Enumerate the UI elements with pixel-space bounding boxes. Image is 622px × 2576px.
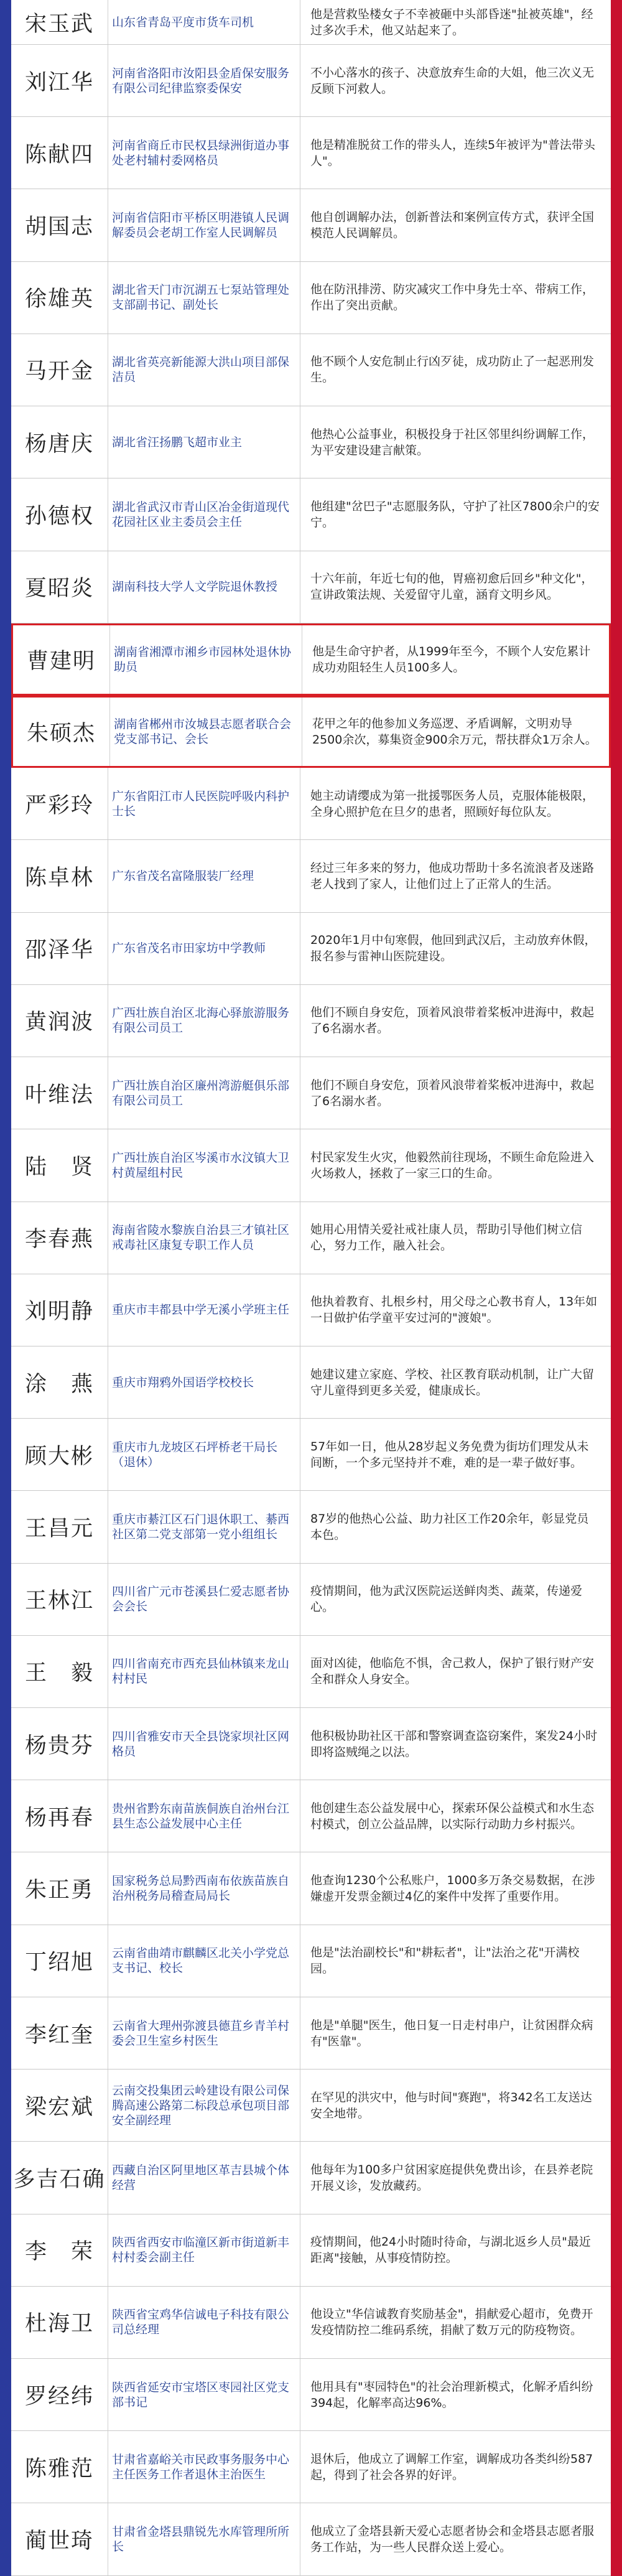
table-row	[11, 2287, 611, 2359]
honoree-deed: 她用心用情关爱社戒社康人员，帮助引导他们树立信心，努力工作，融入社会。	[310, 1223, 583, 1253]
honoree-deed: 花甲之年的他参加义务巡逻、矛盾调解，文明劝导2500余次，募集资金900余万元，帮扶群众1万余人。	[312, 717, 597, 747]
table-row	[11, 2070, 611, 2142]
table-row	[11, 1129, 611, 1202]
honoree-deed: 他不顾个人安危制止行凶歹徒，成功防止了一起恶刑发生。	[310, 355, 595, 385]
honoree-name: 宋玉武	[24, 11, 94, 37]
honoree-name: 夏昭炎	[24, 576, 94, 602]
honoree-deed: 87岁的他热心公益、助力社区工作20余年，彰显党员本色。	[310, 1511, 589, 1542]
honoree-name: 叶维法	[24, 1082, 94, 1108]
honoree-unit: 云南省曲靖市麒麟区北关小学党总支书记、校长	[108, 1925, 300, 1997]
honoree-name: 胡国志	[24, 215, 94, 240]
honoree-name: 马开金	[24, 359, 94, 385]
honoree-name: 刘明静	[24, 1299, 94, 1325]
honoree-deed: 她主动请缨成为第一批援鄂医务人员，克服体能极限，全身心照护危在旦夕的患者，照顾好每位队友。	[310, 788, 595, 819]
table-row	[11, 262, 611, 334]
honoree-name: 严彩玲	[24, 793, 94, 818]
honoree-name: 陈雅范	[24, 2456, 94, 2481]
honoree-deed: 疫情期间，他为武汉医院运送鲜肉类、蔬菜，传递爱心。	[310, 1584, 583, 1615]
honoree-unit: 河南省商丘市民权县绿洲街道办事处老村辅村委网格员	[108, 117, 300, 189]
table-row	[11, 1997, 611, 2070]
honoree-deed: 十六年前，年近七旬的他，胃癌初愈后回乡"种文化"，宣讲政策法规、关爱留守儿童，涵育文明乡风。	[310, 572, 593, 602]
honoree-deed: 他设立"华信诚教育奖励基金"，捐献爱心超市，免费开发疫情防控二维码系统，捐献了数万元的防疫物资。	[310, 2307, 593, 2338]
honoree-deed: 他在防汛排涝、防灾减灾工作中身先士卒、带病工作，作出了突出贡献。	[310, 282, 595, 313]
honoree-deed: 他执着教育、扎根乡村，用父母之心教书育人，13年如一日做护佑学童平安过河的"渡娘"。	[310, 1295, 598, 1325]
honoree-name: 孙德权	[24, 503, 94, 529]
honoree-deed: 他是"法治副校长"和"耕耘者"，让"法治之花"开满校园。	[310, 1946, 580, 1976]
honoree-unit: 河南省洛阳市汝阳县金盾保安服务有限公司纪律监察委保安	[108, 45, 300, 116]
honoree-deed: 57年如一日，他从28岁起义务免费为街坊们理发从未间断，一个多元坚持并不难，难的是一辈子做好事。	[310, 1439, 589, 1470]
honoree-unit: 国家税务总局黔西南布依族苗族自治州税务局稽查局局长	[108, 1852, 300, 1924]
table-row	[11, 2503, 611, 2575]
table-row	[11, 2359, 611, 2431]
honoree-name: 陈卓林	[24, 866, 94, 891]
table-row	[11, 45, 611, 117]
table-row	[11, 1491, 611, 1563]
honoree-name: 杨唐庆	[24, 431, 94, 457]
honoree-deed: 他是"单腿"医生，他日复一日走村串户，让贫困群众病有"医靠"。	[310, 2018, 593, 2048]
honoree-name: 杜海卫	[24, 2312, 94, 2337]
table-row	[11, 1564, 611, 1636]
honoree-deed: 2020年1月中旬寒假，他回到武汉后，主动放弃休假，报名参与雷神山医院建设。	[310, 933, 596, 964]
honoree-name: 朱正勇	[24, 1878, 94, 1903]
honoree-unit: 陕西省西安市临潼区新市街道新丰村村委会副主任	[108, 2214, 300, 2286]
honoree-name: 涂 燕	[24, 1371, 94, 1397]
honoree-unit: 云南交投集团云岭建设有限公司保腾高速公路第二标段总承包项目部安全副经理	[108, 2070, 300, 2141]
honoree-name: 多吉石确	[13, 2167, 106, 2192]
table-row	[11, 1636, 611, 1708]
honoree-deed: 他积极协助社区干部和警察调查盗窃案件，案发24小时即将盗贼绳之以法。	[310, 1729, 598, 1759]
honoree-unit: 甘肃省嘉峪关市民政事务服务中心主任医务工作者退休主治医生	[108, 2431, 300, 2503]
honoree-name: 罗经纬	[24, 2384, 94, 2409]
honoree-name: 顾大彬	[24, 1444, 94, 1469]
honoree-deed: 她建议建立家庭、学校、社区教育联动机制，让广大留守儿童得到更多关爱，健康成长。	[310, 1367, 595, 1398]
honoree-name: 刘江华	[24, 70, 94, 95]
honoree-name: 李红奎	[24, 2022, 94, 2048]
honoree-deed: 不小心落水的孩子、决意放弃生命的大姐，他三次义无反顾下河救人。	[310, 65, 595, 96]
table-row	[11, 1346, 611, 1419]
honoree-name: 黄润波	[24, 1010, 94, 1035]
table-row	[11, 406, 611, 478]
honoree-name: 王 毅	[24, 1661, 94, 1686]
honoree-name: 邵泽华	[24, 938, 94, 963]
honoree-unit: 四川省雅安市天全县饶家坝社区网格员	[108, 1708, 300, 1780]
table-row	[11, 1852, 611, 1925]
honoree-name: 陆 贤	[24, 1154, 94, 1180]
honoree-name: 蔺世琦	[24, 2529, 94, 2554]
table-row	[11, 696, 611, 768]
honoree-unit: 贵州省黔东南苗族侗族自治州台江县生态公益发展中心主任	[108, 1780, 300, 1852]
honoree-deed: 疫情期间，他24小时随时待命，与湖北返乡人员"最近距离"接触，从事疫情防控。	[310, 2235, 591, 2266]
table-row	[11, 1419, 611, 1491]
table-row	[11, 1202, 611, 1274]
honoree-table	[11, 0, 611, 2576]
honoree-unit: 海南省陵水黎族自治县三才镇社区戒毒社区康复专职工作人员	[108, 1202, 300, 1274]
honoree-unit: 重庆市綦江区石门退休职工、綦西社区第二党支部第一党小组组长	[108, 1491, 300, 1562]
table-row	[11, 2142, 611, 2214]
honoree-name: 王林江	[24, 1589, 94, 1614]
table-row	[11, 2431, 611, 2503]
honoree-deed: 他是生命守护者，从1999年至今，不顾个人安危累计成功劝阻轻生人员100多人。	[312, 644, 591, 674]
honoree-deed: 在罕见的洪灾中，他与时间"赛跑"，将342名工友送达安全地带。	[310, 2090, 592, 2121]
honoree-unit: 四川省南充市西充县仙林镇来龙山村村民	[108, 1636, 300, 1707]
honoree-deed: 他们不顾自身安危，顶着风浪带着桨板冲进海中，救起了6名溺水者。	[310, 1006, 595, 1036]
honoree-name: 徐雄英	[24, 287, 94, 312]
honoree-unit: 湖北省汪扬鹏飞超市业主	[108, 406, 300, 478]
table-row	[11, 1274, 611, 1346]
table-row	[11, 0, 611, 45]
table-row	[11, 117, 611, 189]
honoree-unit: 广西壮族自治区北海心驿旅游服务有限公司员工	[108, 985, 300, 1057]
honoree-unit: 广东省茂名市田家坊中学教师	[108, 913, 300, 984]
honoree-unit: 湖北省武汉市青山区冶金街道现代花园社区业主委员会主任	[108, 478, 300, 550]
honoree-unit: 重庆市九龙坡区石坪桥老干局长（退休）	[108, 1419, 300, 1490]
honoree-deed: 他组建"岔巴子"志愿服务队，守护了社区7800余户的安宁。	[310, 499, 600, 530]
honoree-name: 杨贵芬	[24, 1733, 94, 1758]
honoree-deed: 他用具有"枣园特色"的社会治理新模式，化解矛盾纠纷394起，化解率高达96%。	[310, 2379, 593, 2410]
table-row	[11, 623, 611, 696]
table-row	[11, 334, 611, 406]
honoree-name: 杨再春	[24, 1805, 94, 1831]
table-row	[11, 551, 611, 623]
honoree-unit: 四川省广元市苍溪县仁爱志愿者协会会长	[108, 1564, 300, 1635]
table-row	[11, 1057, 611, 1129]
honoree-deed: 面对凶徒，他临危不惧，舍己救人，保护了银行财产安全和群众人身安全。	[310, 1656, 595, 1687]
honoree-unit: 甘肃省金塔县鼎锐先水库管理所所长	[108, 2503, 300, 2575]
honoree-unit: 山东省青岛平度市货车司机	[108, 0, 300, 44]
table-row	[11, 913, 611, 985]
honoree-name: 梁宏斌	[24, 2094, 94, 2120]
honoree-unit: 重庆市翔鸦外国语学校校长	[108, 1346, 300, 1418]
honoree-deed: 他是营救坠楼女子不幸被砸中头部昏迷"扯被英雄"，经过多次手术，他又站起来了。	[310, 7, 593, 37]
table-row	[11, 478, 611, 551]
table-row	[11, 840, 611, 912]
honoree-deed: 他每年为100多户贫困家庭提供免费出诊，在县养老院开展义诊，发放藏药。	[310, 2162, 593, 2193]
honoree-unit: 河南省信阳市平桥区明港镇人民调解委员会老胡工作室人民调解员	[108, 189, 300, 261]
honoree-unit: 湖南省郴州市汝城县志愿者联合会党支部书记、会长	[109, 698, 302, 766]
honoree-deed: 村民家发生火灾，他毅然前往现场，不顾生命危险进入火场救人，拯救了一家三口的生命。	[310, 1150, 595, 1180]
honoree-unit: 湖北省天门市沉湖五七泵站管理处支部副书记、副处长	[108, 262, 300, 334]
honoree-deed: 他成立了金塔县新天爱心志愿者协会和金塔县志愿者服务工作站，为一些人民群众送上爱心。	[310, 2524, 595, 2555]
honoree-name: 李 荣	[24, 2239, 94, 2265]
honoree-name: 王昌元	[24, 1516, 94, 1541]
honoree-deed: 他自创调解办法，创新普法和案例宣传方式，获评全国模范人民调解员。	[310, 210, 595, 241]
honoree-unit: 重庆市丰都县中学无溪小学班主任	[108, 1274, 300, 1346]
table-row	[11, 189, 611, 261]
honoree-name: 丁绍旭	[24, 1950, 94, 1976]
table-row	[11, 1780, 611, 1852]
honoree-name: 朱硕杰	[26, 721, 96, 747]
honoree-deed: 他热心公益事业，积极投身于社区邻里纠纷调解工作，为平安建设建言献策。	[310, 427, 595, 457]
honoree-name: 曹建明	[26, 648, 96, 674]
honoree-unit: 湖南科技大学人文学院退休教授	[108, 551, 300, 623]
honoree-name: 李春燕	[24, 1227, 94, 1253]
honoree-deed: 他创建生态公益发展中心，探索环保公益模式和水生态村模式，创立公益品牌，以实际行动助力乡村振兴。	[310, 1801, 595, 1831]
table-row	[11, 1708, 611, 1780]
honoree-deed: 经过三年多来的努力，他成功帮助十多名流浪者及迷路老人找到了家人，让他们过上了正常人的生活。	[310, 861, 595, 892]
table-row	[11, 2214, 611, 2287]
honoree-unit: 广东省茂名富隆服装厂经理	[108, 840, 300, 912]
honoree-unit: 陕西省延安市宝塔区枣园社区党支部书记	[108, 2359, 300, 2430]
table-row	[11, 985, 611, 1057]
table-row	[11, 768, 611, 840]
honoree-unit: 湖南省湘潭市湘乡市园林处退休协助员	[109, 625, 302, 694]
honoree-deed: 他们不顾自身安危，顶着风浪带着桨板冲进海中，救起了6名溺水者。	[310, 1078, 595, 1108]
honoree-deed: 退休后，他成立了调解工作室，调解成功各类纠纷587起，得到了社会各界的好评。	[310, 2452, 593, 2482]
honoree-deed: 他是精准脱贫工作的带头人，连续5年被评为"普法带头人"。	[310, 138, 595, 168]
honoree-unit: 陕西省宝鸡华信诚电子科技有限公司总经理	[108, 2287, 300, 2358]
honoree-unit: 云南省大理州弥渡县德苴乡青羊村委会卫生室乡村医生	[108, 1997, 300, 2069]
honoree-unit: 广西壮族自治区岑溪市水汶镇大卫村黄屋组村民	[108, 1129, 300, 1201]
honoree-unit: 广东省阳江市人民医院呼吸内科护士长	[108, 768, 300, 839]
honoree-unit: 湖北省英亮新能源大洪山项目部保洁员	[108, 334, 300, 406]
honoree-deed: 他查询1230个公私账户，1000多万条交易数据，在涉嫌虚开发票金额过4亿的案件中发挥了重要作用。	[310, 1874, 595, 1904]
honoree-unit: 西藏自治区阿里地区革吉县城个体经营	[108, 2142, 300, 2213]
honoree-unit: 广西壮族自治区廉州湾游艇俱乐部有限公司员工	[108, 1057, 300, 1129]
table-row	[11, 1925, 611, 1997]
honoree-name: 陈献四	[24, 142, 94, 167]
